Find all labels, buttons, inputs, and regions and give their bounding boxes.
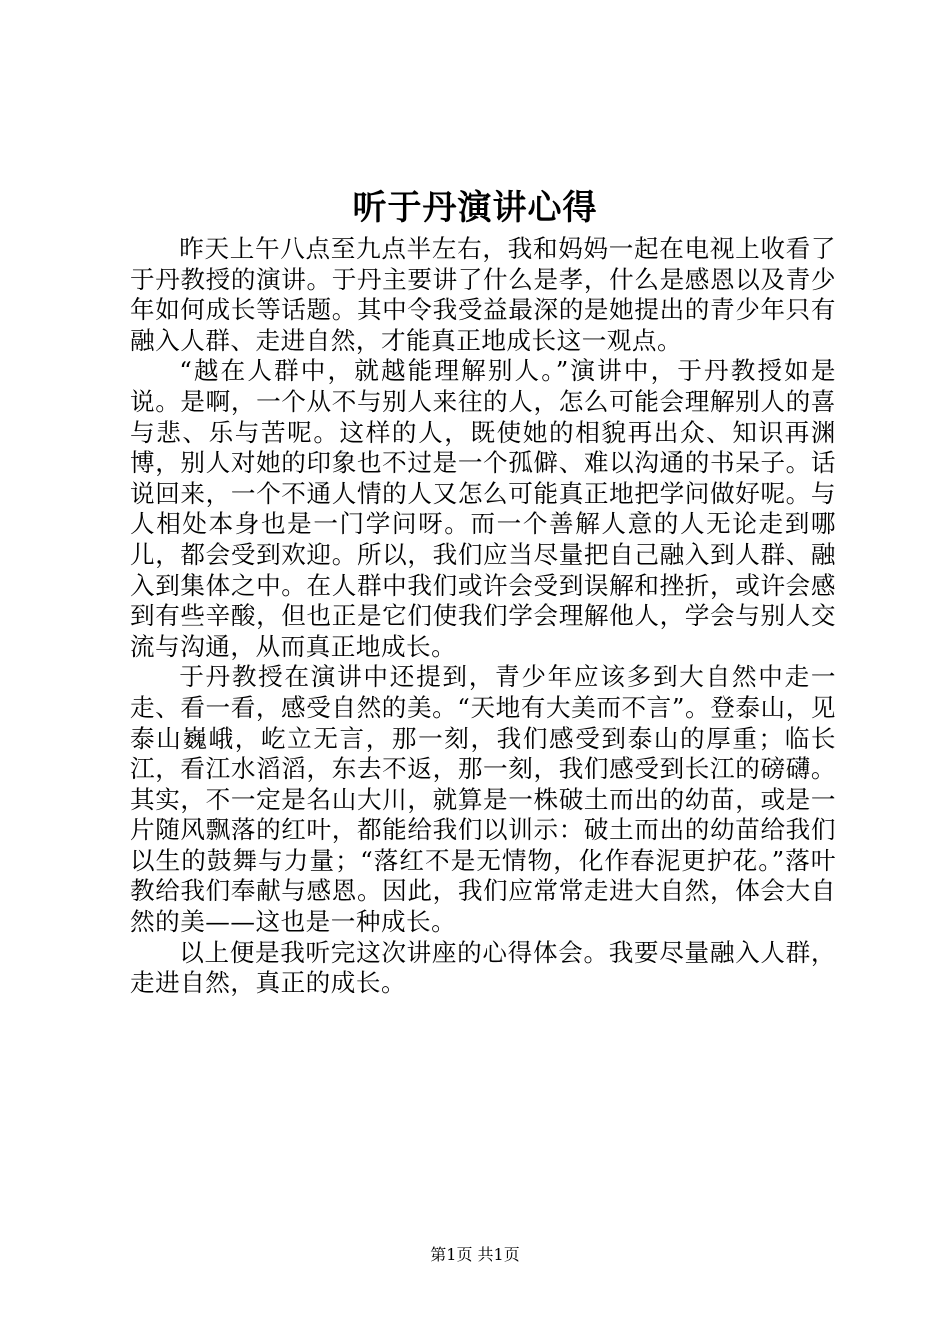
paragraph-3: 于丹教授在演讲中还提到，青少年应该多到大自然中走一走、看一看，感受自然的美。“天地有大美而不言”。登泰山，见泰山巍峨，屹立无言，那一刻，我们感受到泰山的厚重；临长江，看江水滔滔，东去不返，那一刻，我们感受到长江的磅礴。其实，不一定是名山大川，就算是一株破土而出的幼苗，或是一片随风飘落的红叶，都能给我们以训示：破土而出的幼苗给我们以生的鼓舞与力量；“落红不是无情物，化作春泥更护花。”落叶教给我们奉献与感恩。因此，我们应常常走进大自然，体会大自然的美——这也是一种成长。	[130, 662, 836, 937]
document-title: 听于丹演讲心得	[352, 188, 598, 228]
page-footer: 第1页 共1页	[430, 1245, 520, 1264]
paragraph-1: 昨天上午八点至九点半左右，我和妈妈一起在电视上收看了于丹教授的演讲。于丹主要讲了什么是孝，什么是感恩以及青少年如何成长等话题。其中令我受益最深的是她提出的青少年只有融入人群、走进自然，才能真正地成长这一观点。	[130, 234, 836, 355]
paragraph-2: “越在人群中，就越能理解别人。”演讲中，于丹教授如是说。是啊，一个从不与别人来往的人，怎么可能会理解别人的喜与悲、乐与苦呢。这样的人，既使她的相貌再出众、知识再渊博，别人对她的印象也不过是一个孤僻、难以沟通的书呆子。话说回来，一个不通人情的人又怎么可能真正地把学问做好呢。与人相处本身也是一门学问呀。而一个善解人意的人无论走到哪儿，都会受到欢迎。所以，我们应当尽量把自己融入到人群、融入到集体之中。在人群中我们或许会受到误解和挫折，或许会感到有些辛酸，但也正是它们使我们学会理解他人，学会与别人交流与沟通，从而真正地成长。	[130, 356, 836, 661]
document-body	[130, 234, 836, 999]
paragraph-4: 以上便是我听完这次讲座的心得体会。我要尽量融入人群，走进自然，真正的成长。	[130, 937, 836, 998]
